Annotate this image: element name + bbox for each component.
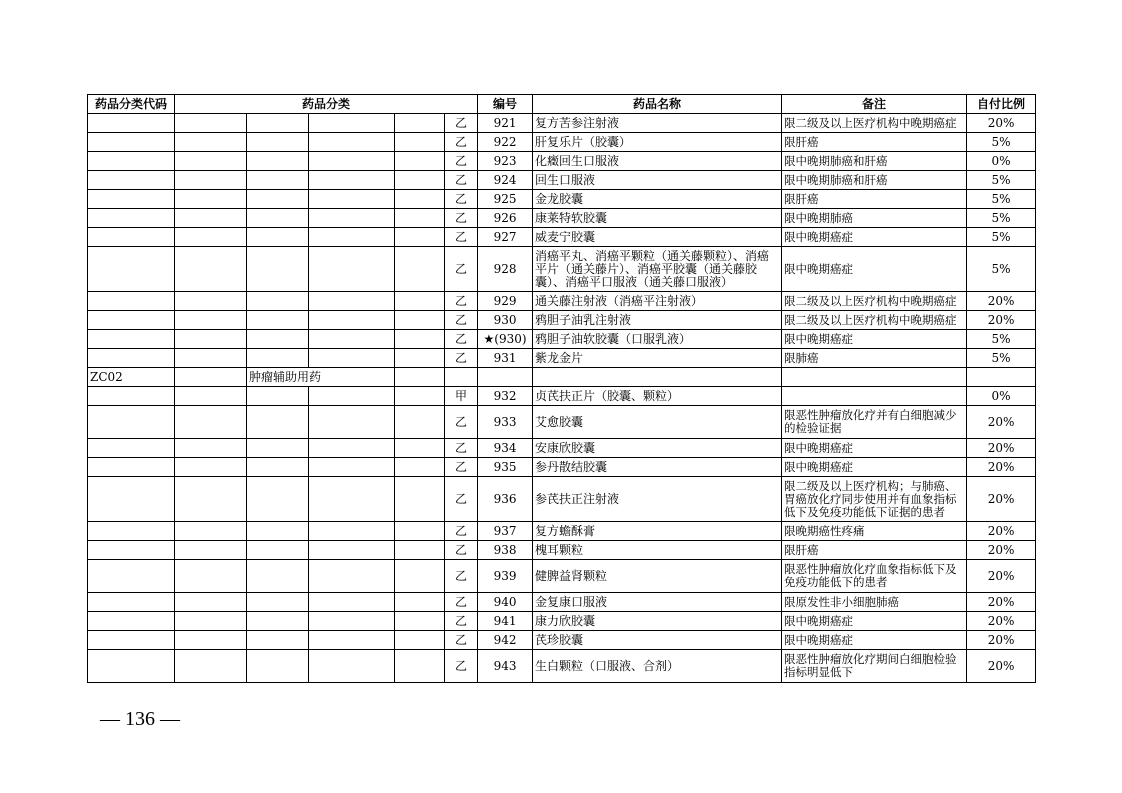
cell-note: 限二级及以上医疗机构中晚期癌症 <box>782 114 967 133</box>
cell-grade: 乙 <box>445 522 478 541</box>
cell-blank <box>247 612 309 631</box>
cell-name: 消癌平丸、消癌平颗粒（通关藤颗粒）、消癌平片（通关藤片）、消癌平胶囊（通关藤胶囊）、消癌平口服液（通关藤口服液） <box>533 247 782 292</box>
cell-note: 限肝癌 <box>782 133 967 152</box>
cell-blank <box>247 387 309 406</box>
cell-blank <box>309 171 395 190</box>
cell-grade: 乙 <box>445 406 478 439</box>
cell-number: 922 <box>478 133 533 152</box>
cell-blank <box>175 368 247 387</box>
cell-code <box>88 190 175 209</box>
cell-number: 940 <box>478 593 533 612</box>
cell-blank <box>309 522 395 541</box>
cell-blank <box>309 330 395 349</box>
table-row <box>88 458 1036 477</box>
cell-grade: 乙 <box>445 439 478 458</box>
cell-blank <box>309 349 395 368</box>
cell-number <box>478 368 533 387</box>
cell-ratio: 20% <box>967 439 1036 458</box>
cell-note: 限中晚期癌症 <box>782 247 967 292</box>
cell-blank <box>247 311 309 330</box>
cell-blank <box>247 349 309 368</box>
cell-ratio: 5% <box>967 190 1036 209</box>
cell-code <box>88 406 175 439</box>
cell-name: 鸦胆子油软胶囊（口服乳液） <box>533 330 782 349</box>
cell-blank <box>175 387 247 406</box>
cell-blank <box>247 560 309 593</box>
table-row <box>88 406 1036 439</box>
cell-number: 928 <box>478 247 533 292</box>
table-row <box>88 631 1036 650</box>
cell-note: 限二级及以上医疗机构；与肺癌、胃癌放化疗同步使用并有血象指标低下及免疫功能低下证据的患者 <box>782 477 967 522</box>
table-row <box>88 190 1036 209</box>
header-code: 药品分类代码 <box>88 95 175 114</box>
cell-note <box>782 387 967 406</box>
cell-name: 化癥回生口服液 <box>533 152 782 171</box>
cell-note: 限中晚期癌症 <box>782 458 967 477</box>
cell-code <box>88 612 175 631</box>
cell-blank <box>309 541 395 560</box>
cell-ratio: 0% <box>967 152 1036 171</box>
cell-code <box>88 541 175 560</box>
cell-grade: 乙 <box>445 593 478 612</box>
cell-name: 安康欣胶囊 <box>533 439 782 458</box>
cell-blank <box>247 247 309 292</box>
cell-name: 参丹散结胶囊 <box>533 458 782 477</box>
cell-note: 限二级及以上医疗机构中晚期癌症 <box>782 292 967 311</box>
cell-grade: 乙 <box>445 458 478 477</box>
cell-grade: 乙 <box>445 209 478 228</box>
cell-note: 限原发性非小细胞肺癌 <box>782 593 967 612</box>
cell-ratio: 5% <box>967 209 1036 228</box>
cell-blank <box>175 152 247 171</box>
cell-number: 924 <box>478 171 533 190</box>
cell-blank <box>309 190 395 209</box>
cell-ratio: 20% <box>967 560 1036 593</box>
cell-blank <box>309 560 395 593</box>
cell-grade: 乙 <box>445 114 478 133</box>
cell-code <box>88 228 175 247</box>
cell-blank <box>175 330 247 349</box>
cell-name: 复方苦参注射液 <box>533 114 782 133</box>
cell-blank <box>309 631 395 650</box>
cell-name: 回生口服液 <box>533 171 782 190</box>
cell-grade: 乙 <box>445 228 478 247</box>
cell-blank <box>247 406 309 439</box>
cell-code <box>88 114 175 133</box>
table-row <box>88 171 1036 190</box>
cell-number: ★(930) <box>478 330 533 349</box>
cell-ratio: 20% <box>967 631 1036 650</box>
cell-ratio: 20% <box>967 477 1036 522</box>
cell-ratio: 20% <box>967 541 1036 560</box>
table-row <box>88 560 1036 593</box>
cell-blank <box>395 114 445 133</box>
cell-blank <box>247 458 309 477</box>
cell-name: 金龙胶囊 <box>533 190 782 209</box>
cell-blank <box>175 612 247 631</box>
cell-grade: 乙 <box>445 477 478 522</box>
table-row <box>88 522 1036 541</box>
cell-note: 限中晚期癌症 <box>782 612 967 631</box>
cell-code <box>88 311 175 330</box>
table-row <box>88 349 1036 368</box>
cell-number: 939 <box>478 560 533 593</box>
cell-grade <box>445 368 478 387</box>
cell-blank <box>395 330 445 349</box>
cell-blank <box>247 190 309 209</box>
cell-blank <box>247 292 309 311</box>
cell-blank <box>175 406 247 439</box>
cell-note: 限肺癌 <box>782 349 967 368</box>
cell-code <box>88 292 175 311</box>
cell-blank <box>309 114 395 133</box>
cell-blank <box>309 228 395 247</box>
cell-number: 941 <box>478 612 533 631</box>
cell-blank <box>175 650 247 683</box>
cell-name: 肝复乐片（胶囊） <box>533 133 782 152</box>
cell-note: 限恶性肿瘤放化疗期间白细胞检验指标明显低下 <box>782 650 967 683</box>
cell-blank <box>247 650 309 683</box>
cell-grade: 甲 <box>445 387 478 406</box>
cell-number: 923 <box>478 152 533 171</box>
cell-number: 935 <box>478 458 533 477</box>
cell-ratio: 20% <box>967 406 1036 439</box>
cell-blank <box>175 228 247 247</box>
cell-note: 限肝癌 <box>782 190 967 209</box>
cell-grade: 乙 <box>445 247 478 292</box>
cell-note: 限肝癌 <box>782 541 967 560</box>
cell-ratio: 20% <box>967 650 1036 683</box>
cell-number: 938 <box>478 541 533 560</box>
cell-name: 复方蟾酥膏 <box>533 522 782 541</box>
cell-code <box>88 387 175 406</box>
cell-note: 限恶性肿瘤放化疗并有白细胞减少的检验证据 <box>782 406 967 439</box>
cell-code <box>88 349 175 368</box>
cell-blank <box>247 228 309 247</box>
cell-blank <box>395 368 445 387</box>
cell-blank <box>395 439 445 458</box>
cell-blank <box>175 477 247 522</box>
cell-note: 限中晚期癌症 <box>782 228 967 247</box>
cell-ratio: 5% <box>967 349 1036 368</box>
cell-grade: 乙 <box>445 152 478 171</box>
table-row <box>88 247 1036 292</box>
table-row <box>88 133 1036 152</box>
cell-note: 限中晚期肺癌和肝癌 <box>782 152 967 171</box>
cell-note: 限中晚期肺癌 <box>782 209 967 228</box>
cell-number: 937 <box>478 522 533 541</box>
cell-name: 槐耳颗粒 <box>533 541 782 560</box>
cell-blank <box>175 171 247 190</box>
cell-name: 康力欣胶囊 <box>533 612 782 631</box>
table-row <box>88 541 1036 560</box>
cell-code <box>88 522 175 541</box>
cell-blank <box>309 247 395 292</box>
header-note: 备注 <box>782 95 967 114</box>
cell-name: 通关藤注射液（消癌平注射液） <box>533 292 782 311</box>
cell-blank <box>175 541 247 560</box>
cell-blank <box>309 209 395 228</box>
cell-note: 限中晚期癌症 <box>782 439 967 458</box>
cell-number: 927 <box>478 228 533 247</box>
cell-grade: 乙 <box>445 311 478 330</box>
cell-blank <box>309 458 395 477</box>
cell-ratio: 20% <box>967 292 1036 311</box>
cell-ratio: 0% <box>967 387 1036 406</box>
cell-blank <box>247 330 309 349</box>
cell-blank <box>175 593 247 612</box>
table-row <box>88 439 1036 458</box>
cell-number: 921 <box>478 114 533 133</box>
cell-blank <box>395 228 445 247</box>
cell-ratio: 20% <box>967 114 1036 133</box>
cell-note: 限中晚期癌症 <box>782 330 967 349</box>
cell-category: 肿瘤辅助用药 <box>247 368 395 387</box>
cell-code <box>88 560 175 593</box>
table-row <box>88 152 1036 171</box>
cell-blank <box>309 406 395 439</box>
cell-blank <box>175 190 247 209</box>
cell-code <box>88 593 175 612</box>
cell-blank <box>175 522 247 541</box>
cell-code <box>88 209 175 228</box>
cell-blank <box>175 458 247 477</box>
cell-number: 943 <box>478 650 533 683</box>
table-row <box>88 387 1036 406</box>
cell-code: ZC02 <box>88 368 175 387</box>
cell-name: 康莱特软胶囊 <box>533 209 782 228</box>
cell-blank <box>309 311 395 330</box>
cell-code <box>88 650 175 683</box>
cell-blank <box>247 477 309 522</box>
cell-ratio: 5% <box>967 247 1036 292</box>
table-row <box>88 311 1036 330</box>
table-row <box>88 612 1036 631</box>
cell-ratio: 20% <box>967 612 1036 631</box>
cell-grade: 乙 <box>445 330 478 349</box>
cell-name: 金复康口服液 <box>533 593 782 612</box>
header-number: 编号 <box>478 95 533 114</box>
cell-blank <box>247 631 309 650</box>
cell-blank <box>175 209 247 228</box>
cell-blank <box>247 114 309 133</box>
cell-number: 925 <box>478 190 533 209</box>
cell-blank <box>395 152 445 171</box>
cell-grade: 乙 <box>445 292 478 311</box>
cell-blank <box>247 593 309 612</box>
cell-grade: 乙 <box>445 612 478 631</box>
cell-blank <box>247 209 309 228</box>
cell-blank <box>309 152 395 171</box>
cell-blank <box>395 406 445 439</box>
page-number: — 136 — <box>100 708 180 730</box>
cell-blank <box>395 190 445 209</box>
header-ratio: 自付比例 <box>967 95 1036 114</box>
cell-blank <box>395 133 445 152</box>
cell-note: 限中晚期肺癌和肝癌 <box>782 171 967 190</box>
cell-grade: 乙 <box>445 190 478 209</box>
cell-blank <box>395 631 445 650</box>
cell-name: 贞芪扶正片（胶囊、颗粒） <box>533 387 782 406</box>
cell-blank <box>395 311 445 330</box>
cell-grade: 乙 <box>445 631 478 650</box>
cell-blank <box>247 541 309 560</box>
cell-ratio: 20% <box>967 593 1036 612</box>
cell-blank <box>395 477 445 522</box>
cell-blank <box>395 541 445 560</box>
cell-blank <box>247 439 309 458</box>
cell-number: 931 <box>478 349 533 368</box>
drug-table <box>87 94 1036 683</box>
cell-blank <box>395 593 445 612</box>
cell-name: 威麦宁胶囊 <box>533 228 782 247</box>
cell-blank <box>309 439 395 458</box>
cell-blank <box>395 522 445 541</box>
cell-code <box>88 458 175 477</box>
cell-name: 健脾益肾颗粒 <box>533 560 782 593</box>
table-row <box>88 477 1036 522</box>
cell-name: 艾愈胶囊 <box>533 406 782 439</box>
cell-grade: 乙 <box>445 650 478 683</box>
cell-blank <box>247 522 309 541</box>
cell-blank <box>309 650 395 683</box>
cell-code <box>88 152 175 171</box>
cell-blank <box>175 292 247 311</box>
cell-blank <box>175 439 247 458</box>
cell-name: 生白颗粒（口服液、合剂） <box>533 650 782 683</box>
cell-code <box>88 171 175 190</box>
cell-blank <box>247 152 309 171</box>
cell-blank <box>309 593 395 612</box>
cell-blank <box>309 133 395 152</box>
cell-name: 鸦胆子油乳注射液 <box>533 311 782 330</box>
cell-grade: 乙 <box>445 133 478 152</box>
cell-ratio: 5% <box>967 171 1036 190</box>
table-body <box>88 114 1036 683</box>
cell-note <box>782 368 967 387</box>
cell-blank <box>395 349 445 368</box>
cell-blank <box>395 458 445 477</box>
cell-blank <box>247 171 309 190</box>
cell-code <box>88 631 175 650</box>
cell-ratio <box>967 368 1036 387</box>
cell-number: 936 <box>478 477 533 522</box>
cell-number: 932 <box>478 387 533 406</box>
cell-ratio: 20% <box>967 458 1036 477</box>
cell-code <box>88 439 175 458</box>
cell-name <box>533 368 782 387</box>
cell-blank <box>175 560 247 593</box>
cell-grade: 乙 <box>445 349 478 368</box>
cell-number: 926 <box>478 209 533 228</box>
cell-note: 限中晚期癌症 <box>782 631 967 650</box>
cell-number: 929 <box>478 292 533 311</box>
cell-blank <box>395 247 445 292</box>
header-name: 药品名称 <box>533 95 782 114</box>
cell-note: 限二级及以上医疗机构中晚期癌症 <box>782 311 967 330</box>
cell-number: 933 <box>478 406 533 439</box>
table-row <box>88 114 1036 133</box>
cell-note: 限恶性肿瘤放化疗血象指标低下及免疫功能低下的患者 <box>782 560 967 593</box>
cell-number: 942 <box>478 631 533 650</box>
cell-blank <box>395 650 445 683</box>
cell-blank <box>395 171 445 190</box>
cell-blank <box>309 292 395 311</box>
table-row <box>88 650 1036 683</box>
table-row <box>88 593 1036 612</box>
cell-blank <box>175 114 247 133</box>
cell-ratio: 20% <box>967 522 1036 541</box>
table-row <box>88 330 1036 349</box>
cell-code <box>88 330 175 349</box>
cell-grade: 乙 <box>445 541 478 560</box>
cell-code <box>88 477 175 522</box>
cell-blank <box>309 387 395 406</box>
cell-blank <box>175 133 247 152</box>
cell-note: 限晚期癌性疼痛 <box>782 522 967 541</box>
header-row <box>88 95 1036 114</box>
cell-ratio: 20% <box>967 311 1036 330</box>
cell-grade: 乙 <box>445 171 478 190</box>
table-row <box>88 368 1036 387</box>
cell-code <box>88 247 175 292</box>
cell-ratio: 5% <box>967 133 1036 152</box>
cell-blank <box>175 247 247 292</box>
cell-blank <box>395 292 445 311</box>
header-category: 药品分类 <box>175 95 478 114</box>
cell-blank <box>395 209 445 228</box>
cell-blank <box>395 612 445 631</box>
cell-blank <box>395 560 445 593</box>
cell-number: 930 <box>478 311 533 330</box>
table-row <box>88 209 1036 228</box>
cell-blank <box>175 631 247 650</box>
cell-blank <box>175 311 247 330</box>
cell-blank <box>175 349 247 368</box>
table-row <box>88 228 1036 247</box>
cell-name: 紫龙金片 <box>533 349 782 368</box>
cell-grade: 乙 <box>445 560 478 593</box>
cell-blank <box>247 133 309 152</box>
cell-ratio: 5% <box>967 228 1036 247</box>
table-row <box>88 292 1036 311</box>
cell-blank <box>395 387 445 406</box>
cell-blank <box>309 477 395 522</box>
cell-number: 934 <box>478 439 533 458</box>
cell-name: 芪珍胶囊 <box>533 631 782 650</box>
cell-code <box>88 133 175 152</box>
cell-blank <box>309 612 395 631</box>
cell-ratio: 5% <box>967 330 1036 349</box>
cell-name: 参芪扶正注射液 <box>533 477 782 522</box>
